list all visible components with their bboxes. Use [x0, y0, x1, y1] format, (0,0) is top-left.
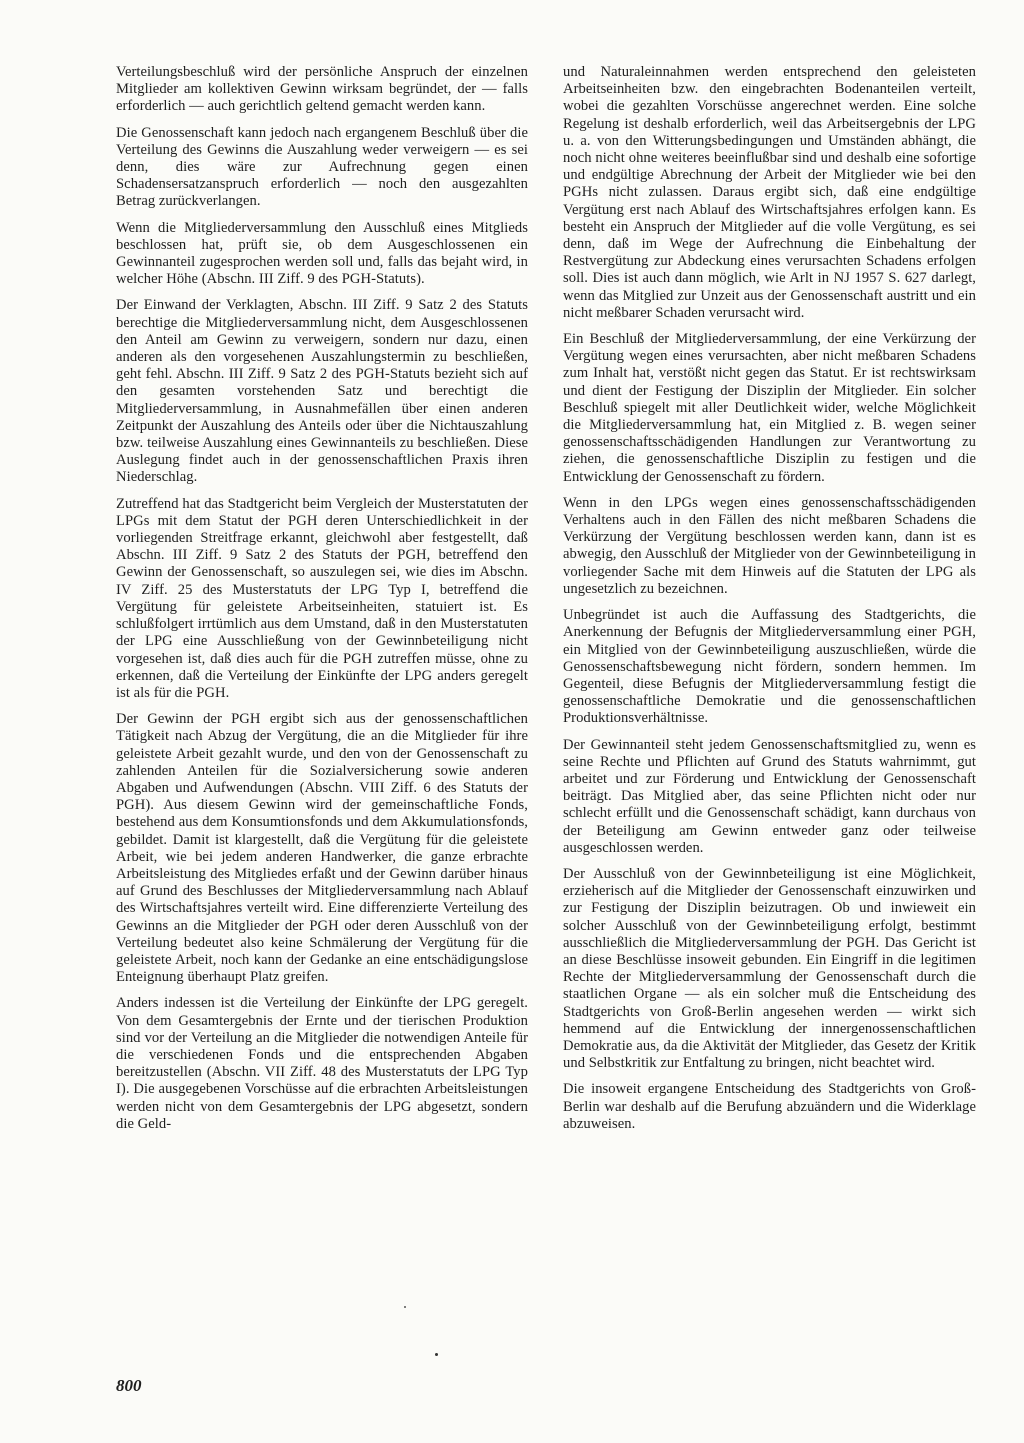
- paragraph: und Naturaleinnahmen werden entsprechend den geleisteten Arbeitseinheiten bzw. den eingebrachten Bodenanteilen verteilt, wobei die gezahlten Vorschüsse angerechnet werden. Eine solche Regelung ist deshalb erforderlich, weil das Arbeitsergebnis der LPG u. a. von den Witterungsbedingungen und Umständen abhängt, die noch nicht ohne weiteres beeinflußbar sind und deshalb eine sofortige und endgültige Abrechnung der Arbeit der Mitglieder wie bei den PGHs nicht zulassen. Daraus ergibt sich, daß eine endgültige Vergütung erst nach Ablauf des Wirtschaftsjahres erfolgen kann. Es besteht ein Anspruch der Mitglieder auf die volle Vergütung, es sei denn, daß im Wege der Aufrechnung die Einbehaltung der Restvergütung zur Abdeckung eines verursachten Schadens erfolgen soll. Dies ist auch dann möglich, wie Arlt in NJ 1957 S. 627 darlegt, wenn das Mitglied zur Unzeit aus der Genossenschaft austritt und ein nicht meßbarer Schaden verursacht wird.: [563, 64, 976, 321]
- paragraph: Die Genossenschaft kann jedoch nach ergangenem Beschluß über die Verteilung des Gewinns die Auszahlung weder verweigern — es sei denn, dies wäre zur Aufrechnung gegen einen Schadensersatzanspruch erforderlich — noch den ausgezahlten Betrag zurückverlangen.: [116, 124, 528, 210]
- paragraph: Ein Beschluß der Mitgliederversammlung, der eine Verkürzung der Vergütung wegen eines verursachten, aber nicht meßbaren Schadens zum Inhalt hat, verstößt nicht gegen das Statut. Er ist rechtswirksam und dient der Festigung der Disziplin der Mitglieder. Ein solcher Beschluß spiegelt mit aller Deutlichkeit wider, welche Möglichkeit die Mitgliederversammlung hat, ein Mitglied z. B. wegen seiner genossenschaftsschädigenden Handlungen zur Verantwortung zu ziehen, die genossenschaftliche Disziplin zu festigen und die Entwicklung der Genossenschaft zu fördern.: [563, 331, 976, 485]
- paragraph: Anders indessen ist die Verteilung der Einkünfte der LPG geregelt. Von dem Gesamtergebnis der Ernte und der tierischen Produktion sind vor der Verteilung an die Mitglieder die notwendigen Anteile für die verschiedenen Fonds und die entsprechenden Abgaben bereitzustellen (Abschn. VII Ziff. 48 des Musterstatuts der LPG Typ I). Die ausgegebenen Vorschüsse auf die erbrachten Arbeitsleistungen werden nicht von dem Gesamtergebnis der LPG abgesetzt, sondern die Geld-: [116, 995, 528, 1132]
- right-column: [563, 64, 976, 1142]
- paragraph: Der Ausschluß von der Gewinnbeteiligung ist eine Möglichkeit, erzieherisch auf die Mitglieder der Genossenschaft einzuwirken und zur Festigung der Disziplin beizutragen. Ob und inwieweit ein solcher Ausschluß von der Gewinnbeteiligung erfolgt, bestimmt ausschließlich die Mitgliederversammlung der PGH. Das Gericht ist an diese Beschlüsse insoweit gebunden. Ein Eingriff in die legitimen Rechte der Mitgliederversammlung der Genossenschaft durch die staatlichen Organe — als ein solcher muß die Entscheidung des Stadtgerichts von Groß-Berlin angesehen werden — wirkt sich hemmend auf die Entwicklung der innergenossenschaftlichen Demokratie aus, da die Aktivität der Mitglieder, das Gesetz der Kritik und Selbstkritik zur Entfaltung zu bringen, nicht beachtet wird.: [563, 865, 976, 1072]
- paragraph: Verteilungsbeschluß wird der persönliche Anspruch der einzelnen Mitglieder am kollektiven Gewinn wirksam begründet, der — falls erforderlich — auch gerichtlich geltend gemacht werden kann.: [116, 64, 528, 115]
- print-speck: [404, 1306, 406, 1308]
- page-number: 800: [116, 1376, 142, 1395]
- paragraph: Wenn in den LPGs wegen eines genossenschaftsschädigenden Verhaltens auch in den Fällen des nicht meßbaren Schadens die Verkürzung der Vergütung beschlossen werden kann, dann ist es abwegig, den Ausschluß der Mitglieder von der Gewinnbeteiligung in vorliegender Sache mit dem Hinweis auf die Statuten der LPG als ungesetzlich zu bezeichnen.: [563, 494, 976, 597]
- paragraph: Wenn die Mitgliederversammlung den Ausschluß eines Mitglieds beschlossen hat, prüft sie, ob dem Ausgeschlossenen ein Gewinnanteil zugesprochen werden soll und, falls das bejaht wird, in welcher Höhe (Abschn. III Ziff. 9 des PGH-Statuts).: [116, 219, 528, 288]
- paragraph: Der Gewinnanteil steht jedem Genossenschaftsmitglied zu, wenn es seine Rechte und Pflichten auf Grund des Statuts wahrnimmt, gut arbeitet und zur Förderung und Entwicklung der Genossenschaft beiträgt. Das Mitglied aber, das seine Pflichten nicht oder nur schlecht erfüllt und die Genossenschaft schädigt, kann durchaus von der Beteiligung am Gewinn entweder ganz oder teilweise ausgeschlossen werden.: [563, 736, 976, 856]
- paragraph: Der Gewinn der PGH ergibt sich aus der genossenschaftlichen Tätigkeit nach Abzug der Vergütung, die an die Mitglieder für ihre geleistete Arbeit gezahlt wurde, und den von der Genossenschaft zu zahlenden Anteilen für die Sozialversicherung sowie anderen Abgaben und Aufwendungen (Abschn. VIII Ziff. 6 des Statuts der PGH). Aus diesem Gewinn wird der gemeinschaftliche Fonds, bestehend aus dem Konsumtionsfonds und dem Akkumulationsfonds, gebildet. Damit ist klargestellt, daß die Vergütung für die geleistete Arbeit, wie bei jedem anderen Handwerker, die ganze erbrachte Arbeitsleistung des Mitgliedes erfaßt und der Gewinn darüber hinaus auf Grund des Beschlusses der Mitgliederversammlung nach Ablauf des Wirtschaftsjahres verteilt wird. Eine differenzierte Verteilung des Gewinns an die Mitglieder der PGH oder deren Ausschluß von der Verteilung bedeutet also keine Schmälerung der Vergütung für die geleistete Arbeit, noch kann der Gedanke an eine entschädigungslose Enteignung überhaupt Platz greifen.: [116, 711, 528, 986]
- left-column: [116, 64, 528, 1142]
- paragraph: Unbegründet ist auch die Auffassung des Stadtgerichts, die Anerkennung der Befugnis der Mitgliederversammlung einer PGH, ein Mitglied von der Gewinnbeteiligung auszuschließen, würde die Genossenschaftsbewegung nicht fördern, sondern hemmen. Im Gegenteil, diese Befugnis der Mitgliederversammlung festigt die genossenschaftliche Demokratie und die genossenschaftlichen Produktionsverhältnisse.: [563, 607, 976, 727]
- print-speck: [435, 1353, 438, 1356]
- paragraph: Zutreffend hat das Stadtgericht beim Vergleich der Musterstatuten der LPGs mit dem Statut der PGH deren Unterschiedlichkeit in der vorliegenden Streitfrage erkannt, gleichwohl aber festgestellt, daß Abschn. III Ziff. 9 Satz 2 des Statuts der PGH, betreffend den Gewinn der Genossenschaft, so auszulegen sei, wie dies im Abschn. IV Ziff. 25 des Musterstatuts der LPG Typ I, betreffend die Vergütung für geleistete Arbeitseinheiten, statuiert ist. Es schlußfolgert irrtümlich aus dem Umstand, daß in den Musterstatuten der LPG eine Ausschließung von der Gewinnbeteiligung nicht vorgesehen ist, daß dies auch für die PGH zutreffen müsse, ohne zu erkennen, daß die Verteilung der Einkünfte der LPG anders geregelt ist als für die PGH.: [116, 495, 528, 701]
- paragraph: Die insoweit ergangene Entscheidung des Stadtgerichts von Groß-Berlin war deshalb auf die Berufung abzuändern und die Widerklage abzuweisen.: [563, 1081, 976, 1132]
- paragraph: Der Einwand der Verklagten, Abschn. III Ziff. 9 Satz 2 des Statuts berechtige die Mitgliederversammlung nicht, dem Ausgeschlossenen den Anteil am Gewinn zu verweigern, sondern nur dazu, einen anderen als den vorgesehenen Auszahlungstermin zu beschließen, geht fehl. Abschn. III Ziff. 9 Satz 2 des PGH-Statuts bezieht sich auf den gesamten vorstehenden Satz und berechtigt die Mitgliederversammlung, in Ausnahmefällen über einen anderen Zeitpunkt der Auszahlung des Anteils oder über die Nichtauszahlung bzw. teilweise Auszahlung eines Gewinnanteils zu beschließen. Diese Auslegung findet auch in der genossenschaftlichen Praxis ihren Niederschlag.: [116, 297, 528, 486]
